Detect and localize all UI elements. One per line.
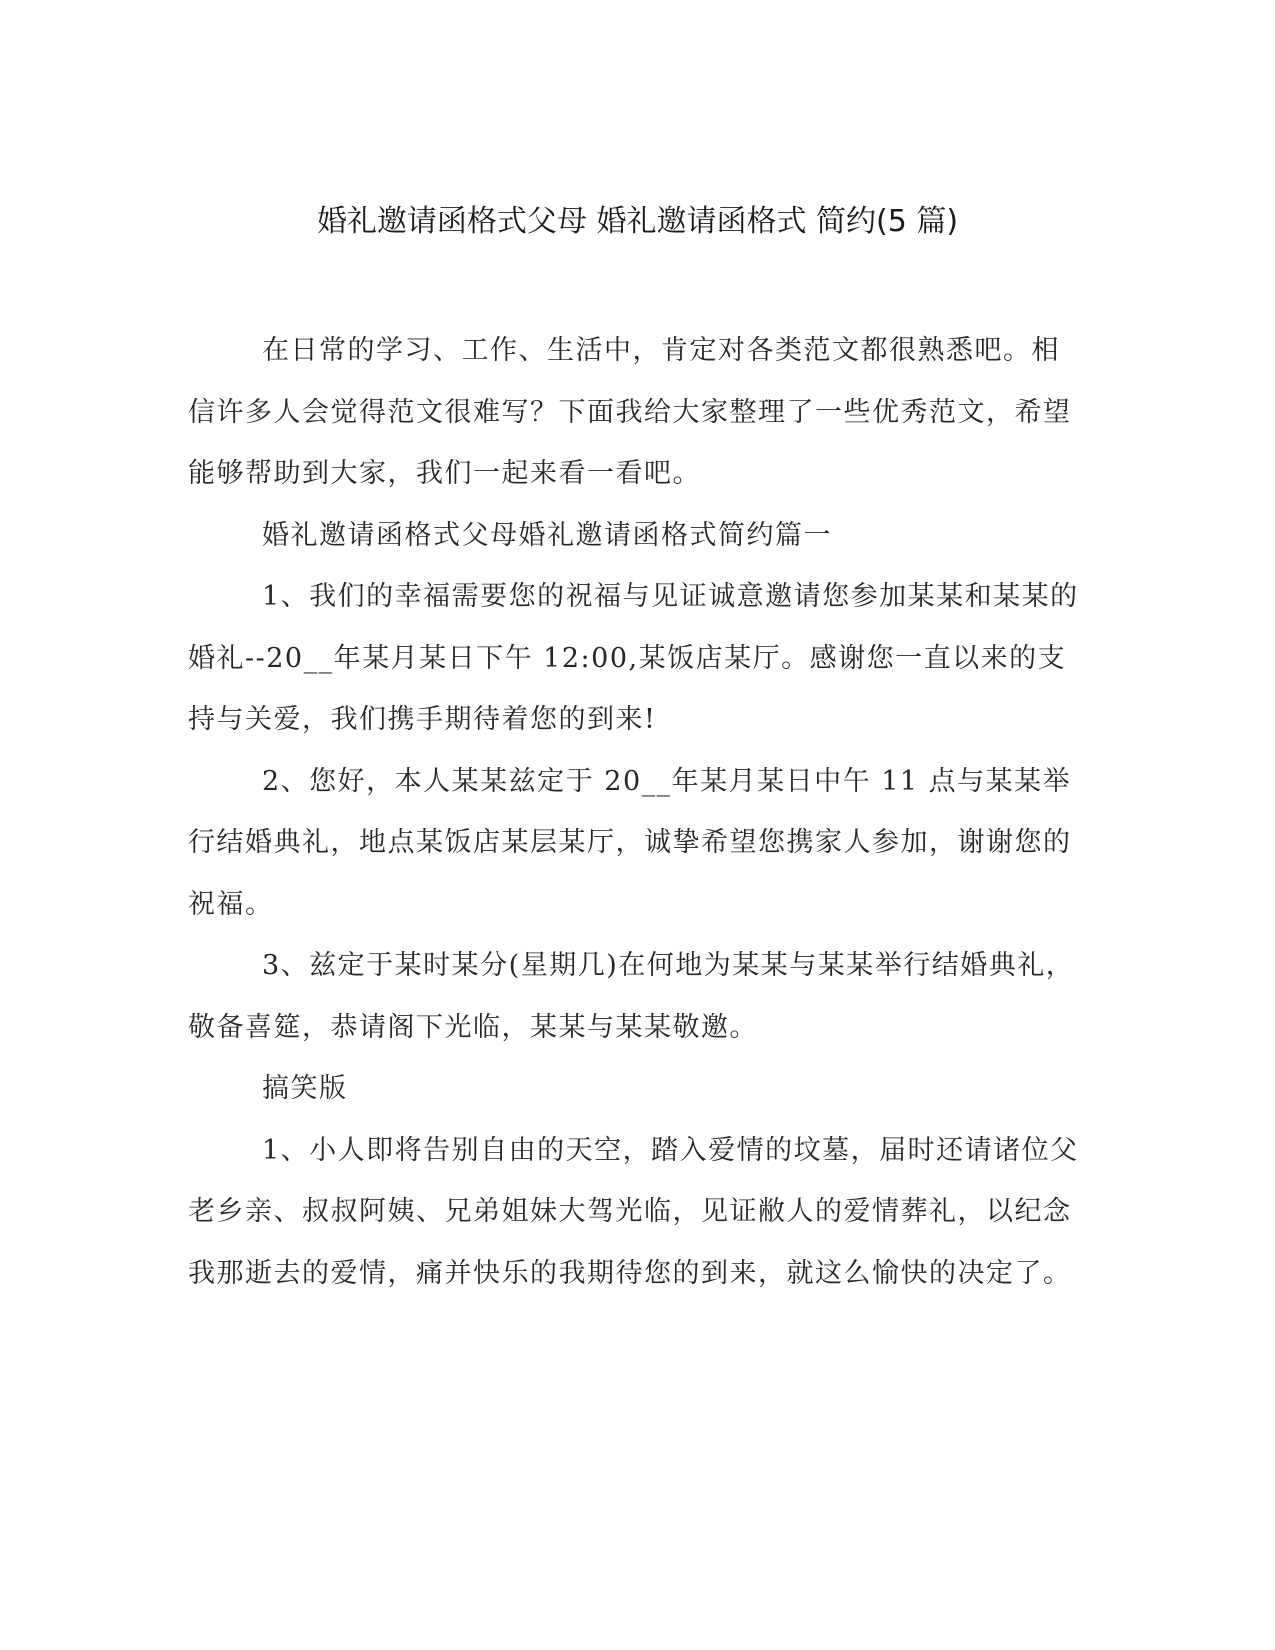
humor-item-1: 1、小人即将告别自由的天空，踏入爱情的坟墓，届时还请诸位父老乡亲、叔叔阿姨、兄弟姐妹大驾光临，见证敝人的爱情葬礼，以纪念我那逝去的爱情，痛并快乐的我期待您的到来，就这么愉快的决定了。 bbox=[188, 1134, 1079, 1289]
document-title: 婚礼邀请函格式父母 婚礼邀请函格式 简约(5 篇) bbox=[316, 204, 959, 239]
document-body bbox=[188, 320, 1088, 1304]
invitation-item-2: 2、您好，本人某某兹定于 20__年某月某日中午 11 点与某某举行结婚典礼，地点某饭店某层某厅，诚挚希望您携家人参加，谢谢您的祝福。 bbox=[188, 765, 1072, 920]
intro-paragraph: 在日常的学习、工作、生活中，肯定对各类范文都很熟悉吧。相信许多人会觉得范文很难写？下面我给大家整理了一些优秀范文，希望能够帮助到大家，我们一起来看一看吧。 bbox=[188, 335, 1072, 489]
invitation-item-1: 1、我们的幸福需要您的祝福与见证诚意邀请您参加某某和某某的婚礼--20__年某月某日下午 12:00,某饭店某厅。感谢您一直以来的支持与关爱，我们携手期待着您的到来! bbox=[188, 581, 1079, 735]
invitation-item-3: 3、兹定于某时某分(星期几)在何地为某某与某某举行结婚典礼，敬备喜筵，恭请阁下光临，某某与某某敬邀。 bbox=[188, 950, 1075, 1043]
humor-section-heading: 搞笑版 bbox=[262, 1073, 348, 1104]
section-heading: 婚礼邀请函格式父母婚礼邀请函格式简约篇一 bbox=[262, 519, 832, 551]
